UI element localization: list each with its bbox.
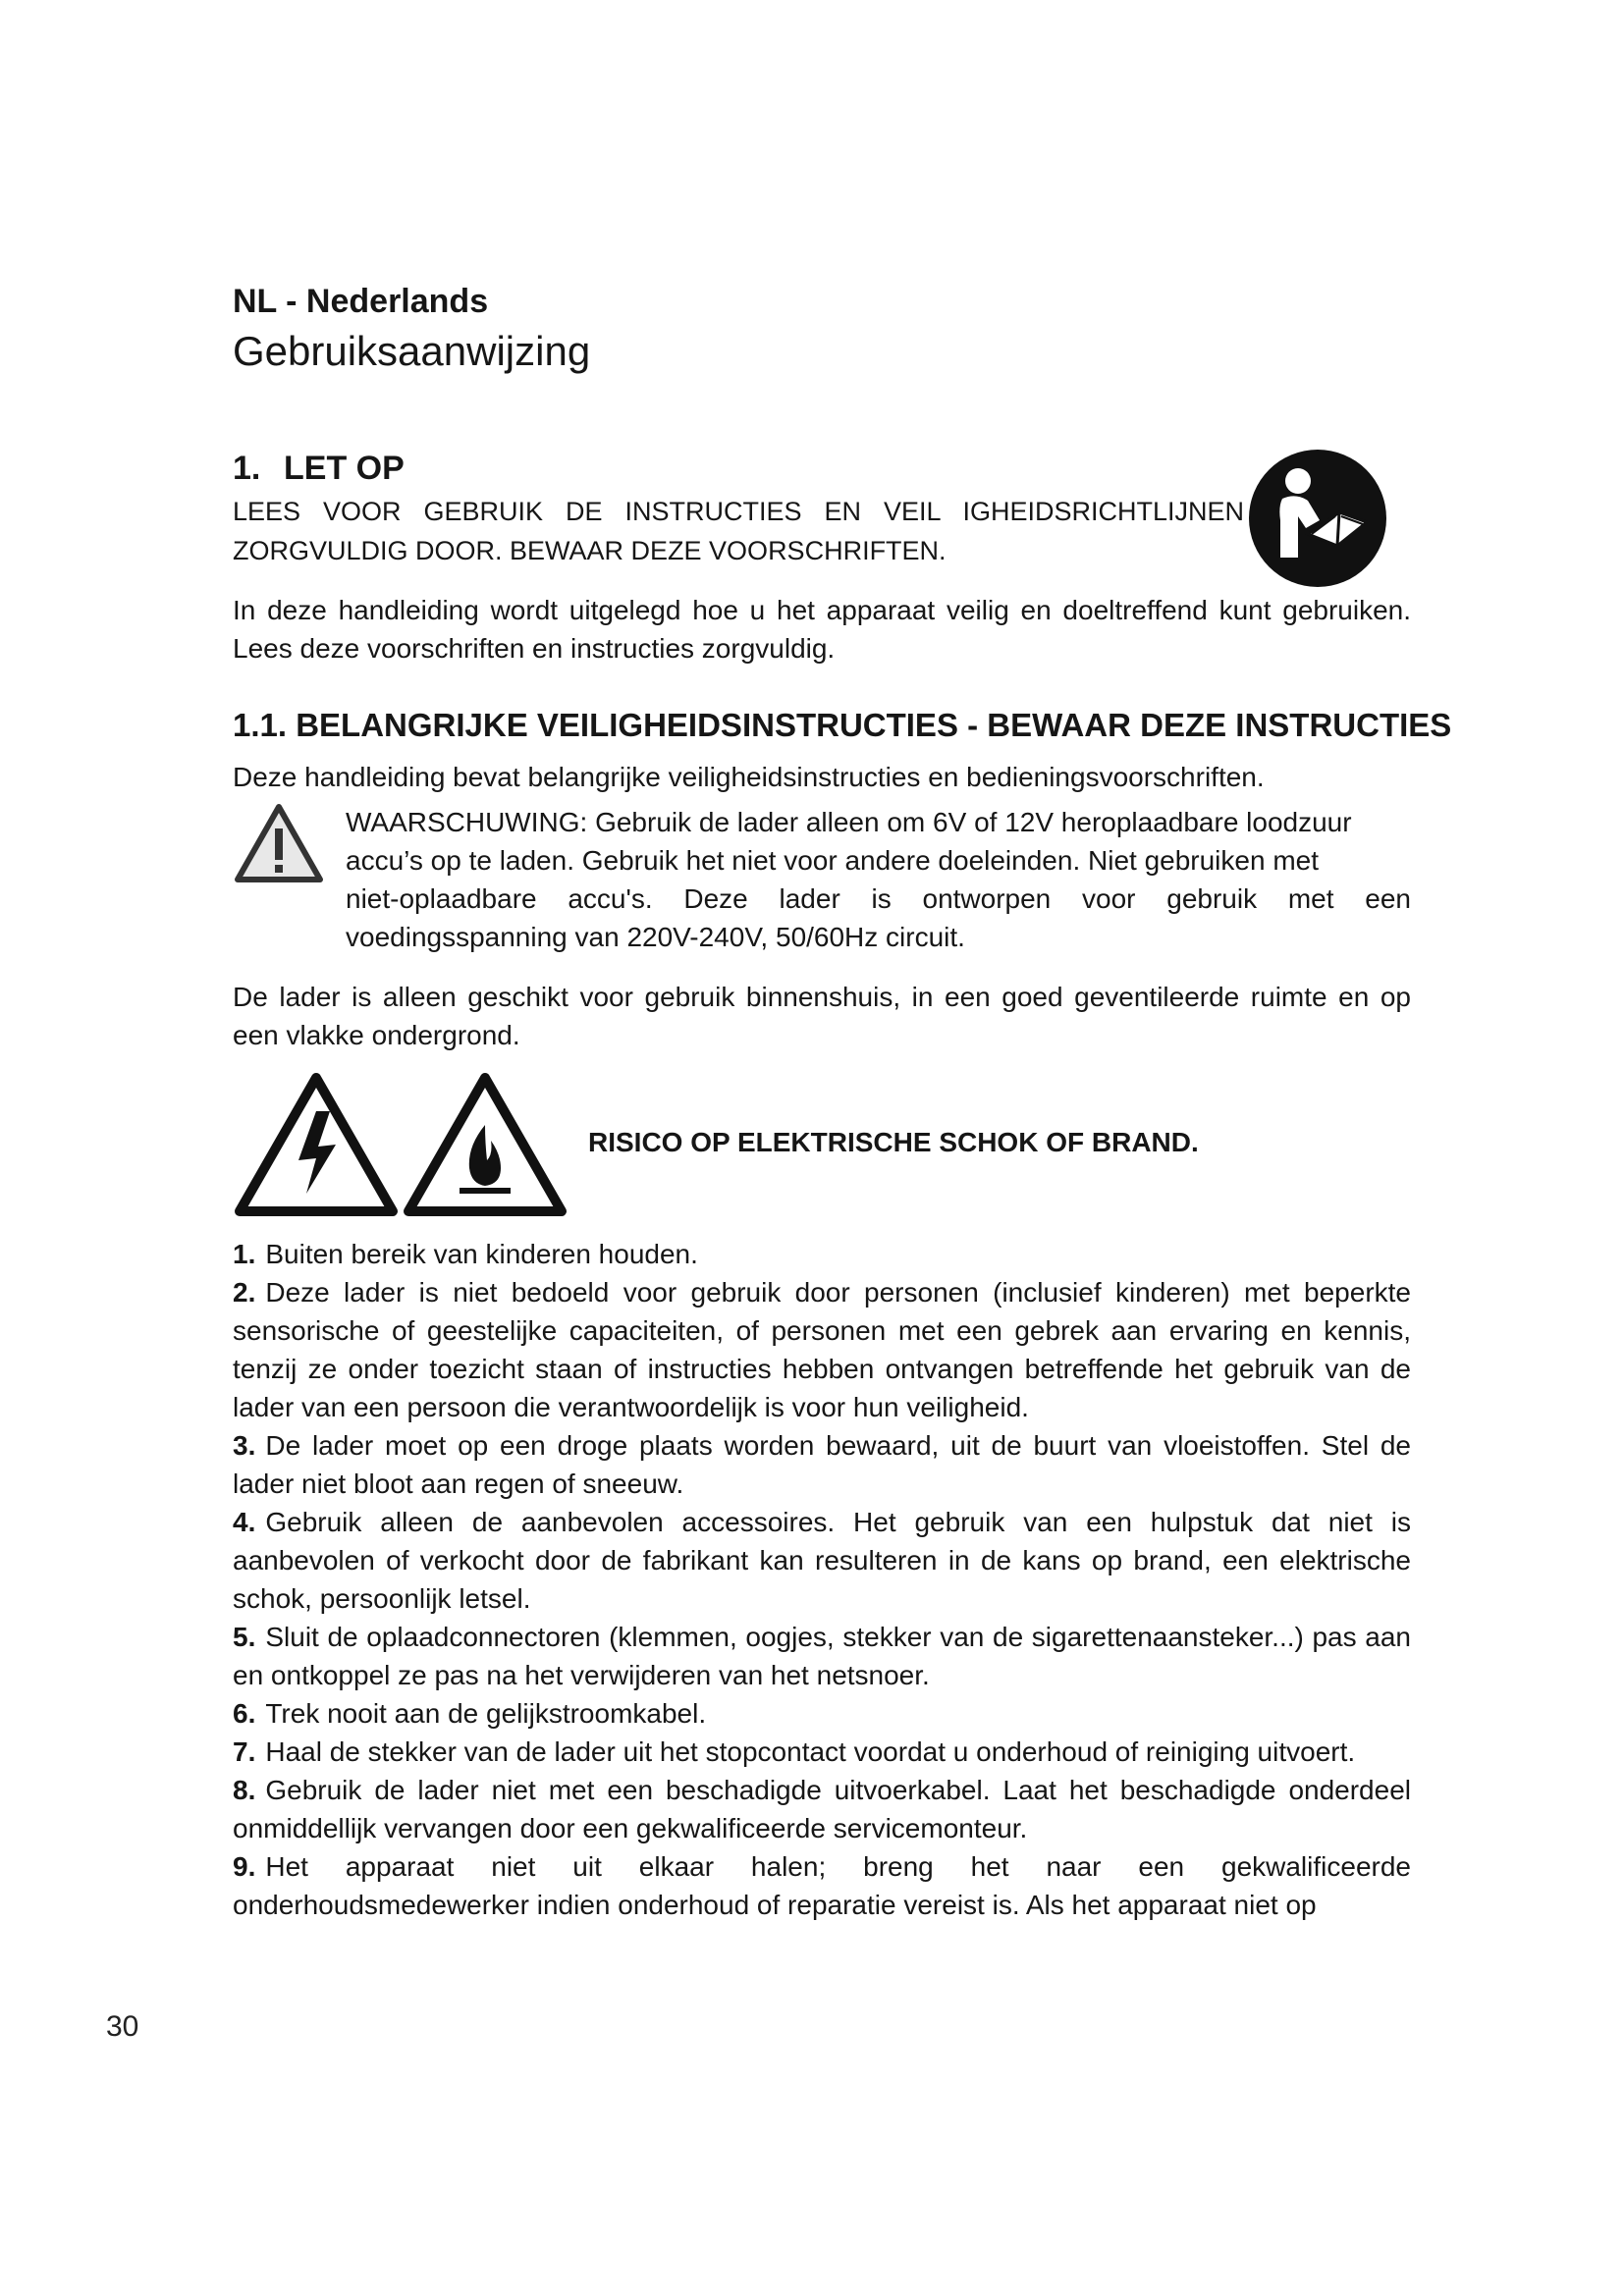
list-item-text: Deze lader is niet bedoeld voor gebruik door personen (inclusief kinderen) met beperkte sensorische of geestelijke capaciteiten, of personen met een gebrek aan ervaring en kennis, tenzij ze onder toezicht staan of instructies hebben ontvangen betreffende het gebruik van de lader van een persoon die verantwoordelijk is voor hun veiligheid. [233,1277,1411,1422]
list-item-number: 7. [233,1736,256,1767]
list-item-text: Gebruik de lader niet met een beschadigde uitvoerkabel. Laat het beschadigde onderdeel onmiddellijk vervangen door een gekwalificeerde servicemonteur. [233,1775,1411,1843]
list-item-text: Buiten bereik van kinderen houden. [265,1239,698,1269]
list-item-number: 4. [233,1507,256,1537]
risk-label: RISICO OP ELEKTRISCHE SCHOK OF BRAND. [588,1127,1199,1157]
section-heading-safety: 1.1. BELANGRIJKE VEILIGHEIDSINSTRUCTIES - BEWAAR DEZE INSTRUCTIES [233,707,1452,743]
warning-line: voedingsspanning van 220V-240V, 50/60Hz circuit. [346,922,965,952]
caps-instruction-line-1: LEES VOOR GEBRUIK DE INSTRUCTIES EN VEIL IGHEIDSRICHTLIJNEN [233,497,1244,526]
contains-paragraph: Deze handleiding bevat belangrijke veiligheidsinstructies en bedieningsvoorschriften. [233,762,1265,792]
warning-line: WAARSCHUWING: Gebruik de lader alleen om 6V of 12V heroplaadbare loodzuur [346,807,1352,837]
fire-warning-icon [403,1072,568,1217]
list-item-text: Gebruik alleen de aanbevolen accessoires. Het gebruik van een hulpstuk dat niet is aanbevolen of verkocht door de fabrikant kan resulteren in de kans op brand, een elektrische schok, persoonlijk letsel. [233,1507,1411,1614]
list-item [233,1771,1411,1847]
read-manual-icon [1247,448,1388,589]
section-number: 1. [233,450,261,487]
list-item-number: 6. [233,1698,256,1729]
list-item [233,1733,1411,1771]
list-item-number: 2. [233,1277,256,1308]
page-number: 30 [106,2010,139,2043]
electric-shock-warning-icon [234,1072,399,1217]
list-item-text: Haal de stekker van de lader uit het stopcontact voordat u onderhoud of reiniging uitvoert. [265,1736,1356,1767]
list-item-number: 8. [233,1775,256,1805]
list-item-text: De lader moet op een droge plaats worden bewaard, uit de buurt van vloeistoffen. Stel de lader niet bloot aan regen of sneeuw. [233,1430,1411,1499]
page-title: Gebruiksaanwijzing [233,328,591,374]
warning-line: accu’s op te laden. Gebruik het niet voor andere doeleinden. Niet gebruiken met [346,845,1320,876]
safety-instruction-list [233,1235,1411,1924]
list-item-number: 1. [233,1239,256,1269]
section-title: LET OP [284,450,405,487]
list-item [233,1847,1411,1924]
intro-paragraph: In deze handleiding wordt uitgelegd hoe u het apparaat veilig en doeltreffend kunt gebruiken. Lees deze voorschriften en instructies zorgvuldig. [233,595,1411,664]
warning-line: niet-oplaadbare accu's. Deze lader is ontworpen voor gebruik met een [346,883,1411,914]
list-item-number: 5. [233,1622,256,1652]
section-heading-let-op [233,450,405,488]
language-label: NL - Nederlands [233,283,489,320]
indoor-paragraph: De lader is alleen geschikt voor gebruik binnenshuis, in een goed geventileerde ruimte en op een vlakke ondergrond. [233,982,1411,1050]
list-item [233,1618,1411,1694]
warning-text [346,803,1411,956]
list-item [233,1694,1411,1733]
caps-instruction-line-2: ZORGVULDIG DOOR. BEWAAR DEZE VOORSCHRIFTEN. [233,536,947,565]
list-item-text: Het apparaat niet uit elkaar halen; breng het naar een gekwalificeerde onderhoudsmedewerker indien onderhoud of reparatie vereist is. Als het apparaat niet op [233,1851,1411,1920]
warning-triangle-icon [234,803,324,883]
list-item [233,1235,1411,1273]
list-item-text: Trek nooit aan de gelijkstroomkabel. [265,1698,707,1729]
list-item [233,1426,1411,1503]
list-item-text: Sluit de oplaadconnectoren (klemmen, oogjes, stekker van de sigarettenaansteker...) pas aan en ontkoppel ze pas na het verwijderen van het netsnoer. [233,1622,1411,1690]
list-item-number: 9. [233,1851,256,1882]
list-item [233,1273,1411,1426]
list-item-number: 3. [233,1430,256,1461]
list-item [233,1503,1411,1618]
